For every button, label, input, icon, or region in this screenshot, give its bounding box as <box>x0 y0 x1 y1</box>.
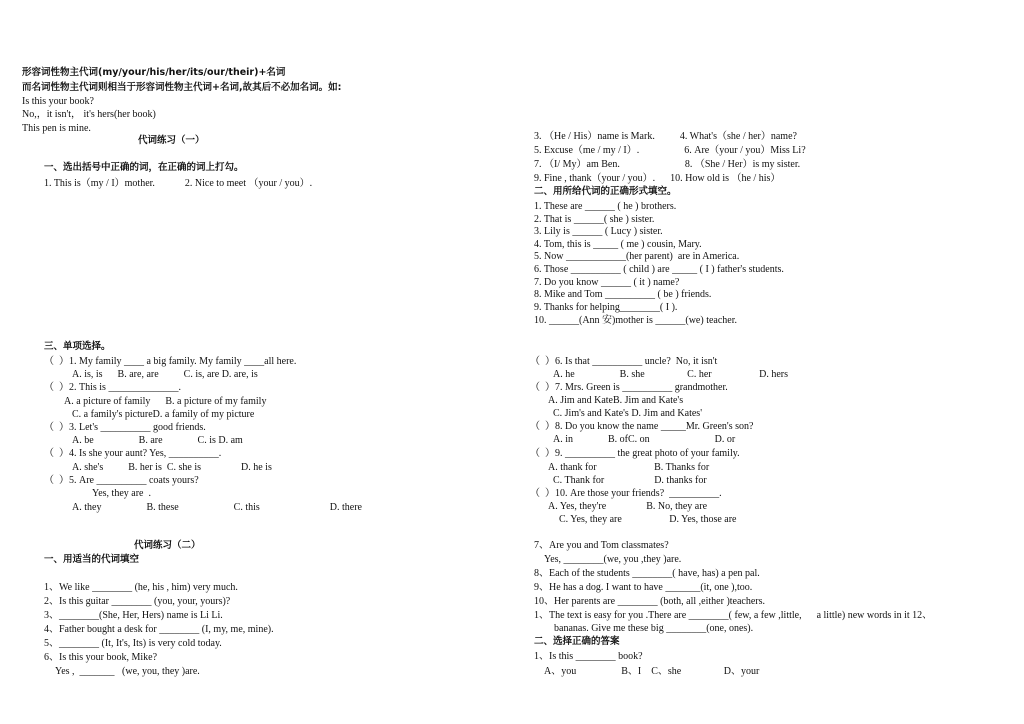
question-line: 7. Do you know ______ ( it ) name? <box>534 277 680 288</box>
option-line: A. in B. ofC. on D. or <box>553 434 736 445</box>
question-line: 9. Fine , thank（your / you）. 10. How old is （he / his） <box>534 173 781 184</box>
option-line: A. he B. she C. her D. hers <box>553 369 788 380</box>
question-line: 10、Her parents are ________ (both, all ,either )teachers. <box>534 596 766 607</box>
intro-line: No,，it isn't， it's hers(her book) <box>22 109 156 120</box>
question-line: 7、Are you and Tom classmates? <box>534 540 669 551</box>
option-line: Yes, ________(we, you ,they )are. <box>544 554 682 565</box>
question-line: （ ）5. Are __________ coats yours? <box>44 475 199 486</box>
question-line: 2、Is this guitar ________ (you, your, yours)? <box>44 596 231 607</box>
intro-line: This pen is mine. <box>22 123 91 134</box>
question-line: 3. Lily is ______ ( Lucy ) sister. <box>534 226 663 237</box>
question-line: （ ）9. __________ the great photo of your family. <box>530 448 740 459</box>
question-line: 2. That is ______( she ) sister. <box>534 214 655 225</box>
question-line: 4. Tom, this is _____ ( me ) cousin, Mary. <box>534 239 702 250</box>
option-line: A. Yes, they're B. No, they are <box>548 501 708 512</box>
question-line: 5. Excuse（me / my / I）. 6. Are（your / you）Miss Li? <box>534 145 806 156</box>
section-heading: 二、选择正确的答案 <box>534 636 620 647</box>
option-line: C. Jim's and Kate's D. Jim and Kates' <box>553 408 702 419</box>
intro-line: 形容词性物主代词(my/your/his/her/its/our/their)+名词 <box>22 67 286 78</box>
option-line: A. she's B. her is C. she is D. he is <box>72 462 272 473</box>
question-line: 9. Thanks for helping________( I ). <box>534 302 678 313</box>
question-line: 5. Now ____________(her parent) are in America. <box>534 251 740 262</box>
question-line: （ ）2. This is ______________. <box>44 382 181 393</box>
question-line: 3、________(She, Her, Hers) name is Li Li. <box>44 610 223 621</box>
question-line: 7. （I/ My）am Ben. 8. （She / Her）is my sister. <box>534 159 801 170</box>
option-line: C. a family's pictureD. a family of my picture <box>72 409 255 420</box>
option-line: Yes , _______ (we, you, they )are. <box>55 666 200 677</box>
question-line: 1. These are ______ ( he ) brothers. <box>534 201 677 212</box>
option-line: C. Yes, they are D. Yes, those are <box>559 514 737 525</box>
option-line: A. Jim and KateB. Jim and Kate's <box>548 395 684 406</box>
question-line: （ ）4. Is she your aunt? Yes, __________. <box>44 448 222 459</box>
question-line: 9、He has a dog. I want to have _______(it, one ),too. <box>534 582 753 593</box>
option-line: bananas. Give me these big ________(one, ones). <box>554 623 754 634</box>
section-title: 代词练习（一） <box>138 135 205 146</box>
section-heading: 三、单项选择。 <box>44 341 111 352</box>
question-line: 1、The text is easy for you .There are ________( few, a few ,little, a little) new words in it 12、 <box>534 610 933 621</box>
question-line: （ ）3. Let's __________ good friends. <box>44 422 206 433</box>
question-line: 8、Each of the students ________( have, has) a pen pal. <box>534 568 760 579</box>
question-line: 4、Father bought a desk for ________ (I, my, me, mine). <box>44 624 274 635</box>
question-line: 8. Mike and Tom __________ ( be ) friends. <box>534 289 712 300</box>
intro-line: Is this your book? <box>22 96 94 107</box>
question-line: 6、Is this your book, Mike? <box>44 652 158 663</box>
question-line: 1、We like ________ (he, his , him) very much. <box>44 582 238 593</box>
section-heading: 一、用适当的代词填空 <box>44 554 140 565</box>
question-line: （ ）1. My family ____ a big family. My family ____all here. <box>44 356 297 367</box>
option-line: A. is, is B. are, are C. is, are D. are, is <box>72 369 258 380</box>
section-heading: 二、用所给代词的正确形式填空。 <box>534 186 677 197</box>
question-line: （ ）10. Are those your friends? __________. <box>530 488 722 499</box>
option-line: A. thank for B. Thanks for <box>548 462 710 473</box>
option-line: A. be B. are C. is D. am <box>72 435 243 446</box>
option-line: Yes, they are . <box>92 488 151 499</box>
option-line: A、you B、I C、she D、your <box>544 666 760 677</box>
question-line: （ ）7. Mrs. Green is __________ grandmother. <box>530 382 728 393</box>
question-line: （ ）6. Is that __________ uncle? No, it isn't <box>530 356 718 367</box>
intro-line: 而名词性物主代词则相当于形容词性物主代词+名词,故其后不必加名词。如: <box>22 82 342 93</box>
section-title: 代词练习（二） <box>134 540 201 551</box>
question-line: 1. This is（my / I）mother. 2. Nice to meet （your / you）. <box>44 178 313 189</box>
option-line: A. they B. these C. this D. there <box>72 502 362 513</box>
section-heading: 一、选出括号中正确的词，在正确的词上打勾。 <box>44 162 244 173</box>
option-line: A. a picture of family B. a picture of my family <box>64 396 267 407</box>
question-line: （ ）8. Do you know the name _____Mr. Green's son? <box>530 421 754 432</box>
question-line: 3. （He / His）name is Mark. 4. What's（she / her）name? <box>534 131 797 142</box>
question-line: 6. Those __________ ( child ) are _____ ( I ) father's students. <box>534 264 784 275</box>
question-line: 10. ______(Ann 安)mother is ______(we) teacher. <box>534 315 738 326</box>
question-line: 1、Is this ________ book? <box>534 651 643 662</box>
option-line: C. Thank for D. thanks for <box>553 475 707 486</box>
question-line: 5、________ (It, It's, Its) is very cold today. <box>44 638 222 649</box>
